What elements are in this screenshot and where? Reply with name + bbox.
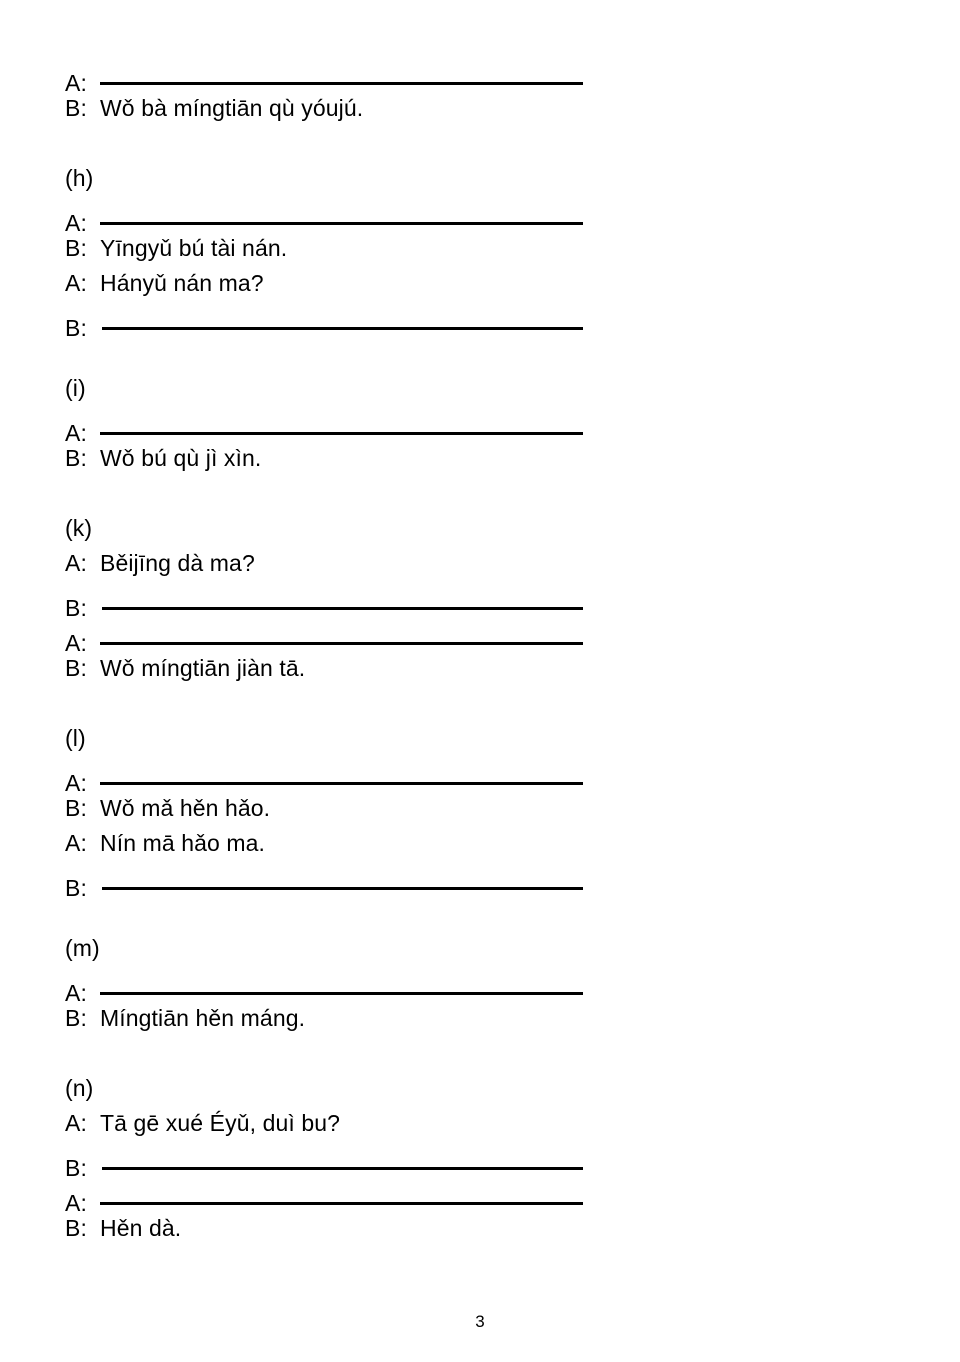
speaker-label: A:	[65, 770, 87, 796]
speaker-label: B:	[65, 1155, 87, 1181]
dialogue-group-label: (l)	[65, 725, 86, 751]
dialogue-line	[65, 1141, 585, 1181]
dialogue-sentence: Wǒ mǎ hěn hǎo.	[100, 795, 271, 821]
dialogue-line	[65, 1001, 585, 1036]
dialogue-line	[65, 266, 585, 301]
dialogue-line	[65, 546, 585, 581]
speaker-label: A:	[65, 70, 87, 96]
dialogue-line	[65, 91, 585, 126]
dialogue-sentence: Hěn dà.	[100, 1215, 182, 1241]
speaker-label: A:	[65, 210, 87, 236]
dialogue-sentence: Běijīng dà ma?	[100, 550, 255, 576]
speaker-label: A:	[65, 420, 87, 446]
dialogue-group	[65, 931, 585, 1036]
speaker-label: B:	[65, 95, 87, 121]
speaker-label: B:	[65, 595, 87, 621]
speaker-label: A:	[65, 630, 87, 656]
speaker-label: A:	[65, 980, 87, 1006]
speaker-label: B:	[65, 315, 87, 341]
answer-blank-line[interactable]	[100, 861, 585, 896]
speaker-label: A:	[65, 1110, 87, 1136]
speaker-label: A:	[65, 830, 87, 856]
answer-blank-line[interactable]	[100, 406, 585, 441]
dialogue-line	[65, 756, 585, 796]
dialogue-line	[65, 231, 585, 266]
dialogue-line	[65, 1211, 585, 1246]
answer-blank-line[interactable]	[100, 756, 585, 791]
answer-blank-line[interactable]	[100, 56, 585, 91]
speaker-label: B:	[65, 795, 87, 821]
dialogue-line	[65, 581, 585, 621]
speaker-label: A:	[65, 1190, 87, 1216]
dialogue-group-label: (i)	[65, 375, 86, 401]
speaker-label: B:	[65, 875, 87, 901]
dialogue-sentence: Míngtiān hěn máng.	[100, 1005, 306, 1031]
answer-blank-line[interactable]	[100, 966, 585, 1001]
dialogue-group	[65, 56, 585, 126]
dialogue-sentence: Wǒ bú qù jì xìn.	[100, 445, 262, 471]
dialogue-line	[65, 196, 585, 236]
dialogue-line	[65, 441, 585, 476]
dialogue-line	[65, 791, 585, 826]
dialogue-group	[65, 721, 585, 901]
dialogue-group-label: (m)	[65, 935, 100, 961]
page-number: 3	[475, 1312, 485, 1331]
speaker-label: B:	[65, 235, 87, 261]
speaker-label: B:	[65, 1215, 87, 1241]
dialogue-line	[65, 301, 585, 341]
dialogue-sentence: Hányǔ nán ma?	[100, 270, 264, 296]
answer-blank-line[interactable]	[100, 616, 585, 651]
dialogue-sentence: Tā gē xué Éyǔ, duì bu?	[100, 1110, 341, 1136]
speaker-label: A:	[65, 550, 87, 576]
dialogue-group	[65, 1071, 585, 1246]
dialogue-sentence: Yīngyǔ bú tài nán.	[100, 235, 288, 261]
answer-blank-line[interactable]	[100, 1141, 585, 1176]
dialogue-line	[65, 861, 585, 901]
dialogue-group	[65, 371, 585, 476]
dialogue-line	[65, 651, 585, 686]
dialogue-sentence: Nín mā hǎo ma.	[100, 830, 266, 856]
speaker-label: A:	[65, 270, 87, 296]
answer-blank-line[interactable]	[100, 581, 585, 616]
dialogue-group	[65, 511, 585, 686]
dialogue-line	[65, 1106, 585, 1141]
dialogue-group-label: (k)	[65, 515, 93, 541]
answer-blank-line[interactable]	[100, 301, 585, 336]
speaker-label: B:	[65, 1005, 87, 1031]
dialogue-line	[65, 826, 585, 861]
dialogue-line	[65, 56, 585, 96]
dialogue-group-label: (n)	[65, 1075, 94, 1101]
dialogue-exercise-list	[65, 56, 585, 1246]
dialogue-sentence: Wǒ míngtiān jiàn tā.	[100, 655, 306, 681]
dialogue-group	[65, 161, 585, 341]
dialogue-line	[65, 406, 585, 446]
dialogue-line	[65, 1176, 585, 1216]
dialogue-line	[65, 966, 585, 1006]
speaker-label: B:	[65, 445, 87, 471]
dialogue-group-label: (h)	[65, 165, 94, 191]
dialogue-sentence: Wǒ bà míngtiān qù yóujú.	[100, 95, 364, 121]
answer-blank-line[interactable]	[100, 1176, 585, 1211]
speaker-label: B:	[65, 655, 87, 681]
answer-blank-line[interactable]	[100, 196, 585, 231]
dialogue-line	[65, 616, 585, 656]
